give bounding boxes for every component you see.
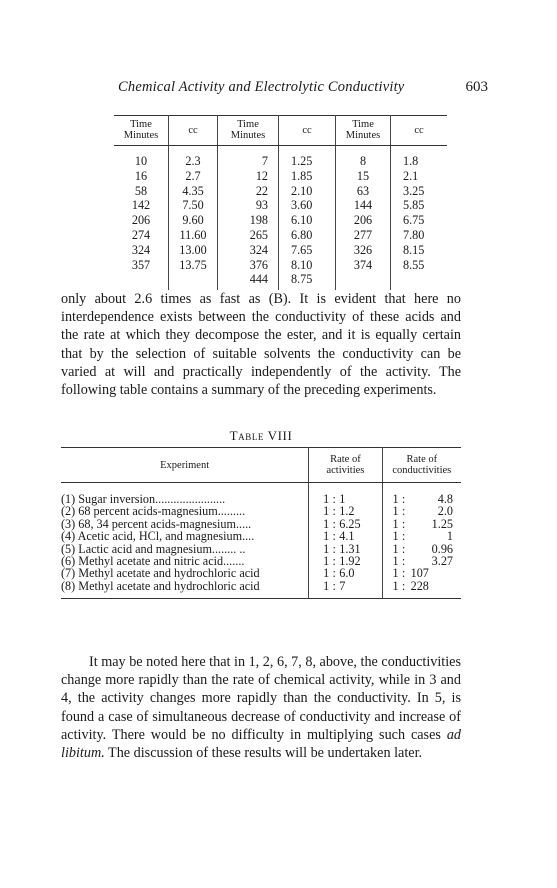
- table-cell: 7: [218, 146, 279, 169]
- ratio-left: 1: [392, 492, 399, 506]
- table-cell: 6.75: [403, 213, 425, 228]
- table-row: [61, 530, 461, 542]
- table-header-row: [114, 116, 447, 146]
- col-header: Time Minutes: [114, 116, 169, 146]
- col-header: Time Minutes: [336, 116, 391, 146]
- ratio-colon: :: [332, 529, 336, 544]
- col-header: cc: [391, 116, 448, 146]
- table-body: [61, 483, 461, 599]
- table-cell: 15: [336, 169, 391, 184]
- ratio-right: 2.0: [437, 504, 453, 519]
- ratio-colon: :: [401, 516, 406, 531]
- table-row: [61, 483, 461, 506]
- table-cell: 206: [114, 213, 169, 228]
- table-cell: 2.10: [279, 184, 336, 199]
- table-title: [61, 428, 461, 444]
- ratio-left: 1: [392, 529, 399, 544]
- table-row: [114, 213, 447, 228]
- table-cell: 11.60: [169, 228, 218, 243]
- ratio-left: 1: [323, 492, 330, 506]
- table-cell: 3.60: [279, 198, 336, 213]
- body-paragraph: [61, 653, 461, 762]
- table-cell: 8.75: [279, 272, 336, 290]
- ratio-left: 1: [392, 541, 399, 556]
- ratio-left: 1: [323, 541, 330, 556]
- time-volume-table: [114, 115, 447, 290]
- col-header: Rate of conductivities: [382, 448, 461, 483]
- rate-activity-cell: [309, 483, 382, 506]
- ratio-left: 1: [392, 504, 399, 519]
- table-cell: 3.25: [403, 183, 425, 198]
- table-cell: 2.1: [403, 168, 419, 183]
- table-cell: 7.80: [403, 227, 425, 242]
- ratio-right: 6.0: [339, 566, 355, 581]
- experiment-cell: (6) Methyl acetate and nitric acid.......: [61, 554, 245, 569]
- rate-conductivity-cell: [382, 580, 461, 599]
- ratio-colon: :: [332, 554, 336, 569]
- ratio-right: 1: [446, 529, 453, 544]
- table-cell: 1.85: [279, 169, 336, 184]
- table-cell: [114, 272, 169, 290]
- table-row: [114, 146, 447, 169]
- table-cell: 142: [114, 198, 169, 213]
- ratio-right: 1: [339, 492, 346, 506]
- ratio-colon: :: [401, 578, 406, 593]
- table-cell: 374: [336, 258, 391, 273]
- ratio-colon: :: [401, 541, 406, 556]
- table-cell: 2.3: [169, 146, 218, 169]
- ratio-colon: :: [332, 504, 336, 519]
- table-row: [61, 567, 461, 579]
- table-cell: 58: [114, 184, 169, 199]
- experiment-cell: (2) 68 percent acids-magnesium.........: [61, 504, 246, 519]
- table-cell: 198: [218, 213, 279, 228]
- table-cell: 8.15: [403, 242, 425, 257]
- ratio-right: 1.25: [431, 516, 453, 531]
- experiment-cell: (5) Lactic acid and magnesium........ ..: [61, 541, 246, 556]
- table-title-text: Table VIII: [229, 428, 293, 443]
- table-cell: 8.55: [403, 257, 425, 272]
- rate-activity-cell: [309, 567, 382, 579]
- table-cell: 13.75: [169, 258, 218, 273]
- ratio-right: 107: [410, 566, 429, 581]
- table-cell: 4.35: [169, 184, 218, 199]
- ratio-colon: :: [401, 566, 406, 581]
- table-body: [114, 146, 447, 291]
- col-header: cc: [169, 116, 218, 146]
- ratio-left: 1: [392, 554, 399, 569]
- body-paragraph: only about 2.6 times as fast as (B). It is evident that here no interdependence exists between the conductivity of these acids and the rate at which they decompose the ester, and it is equally certain that by the selection of suitable solvents the conductivity can be varied at will and practically independently of the activity. The following table contains a summary of the preceding experiments.: [61, 291, 461, 399]
- ratio-left: 1: [392, 578, 399, 593]
- table-row: [114, 272, 447, 290]
- rate-activity-cell: [309, 530, 382, 542]
- col-header: Experiment: [61, 448, 309, 483]
- col-header: cc: [279, 116, 336, 146]
- ratio-right: 6.25: [339, 516, 361, 531]
- table-cell: 93: [218, 198, 279, 213]
- ratio-right: 228: [410, 578, 429, 593]
- table-cell: [169, 272, 218, 290]
- ratio-right: 1.2: [339, 504, 355, 519]
- ratio-colon: :: [401, 504, 406, 519]
- experiment-cell: (3) 68, 34 percent acids-magnesium.....: [61, 516, 252, 531]
- ratio-right: 4.1: [339, 529, 355, 544]
- rate-conductivity-cell: [382, 483, 461, 506]
- ratio-colon: :: [332, 516, 336, 531]
- ratio-right: 1.92: [339, 554, 361, 569]
- table-cell: 144: [336, 198, 391, 213]
- table-cell: [336, 272, 391, 290]
- table-cell: 324: [218, 243, 279, 258]
- table-cell: 324: [114, 243, 169, 258]
- table-cell: 12: [218, 169, 279, 184]
- table-cell: 376: [218, 258, 279, 273]
- ratio-right: 4.8: [437, 492, 453, 506]
- ratio-right: 7: [339, 578, 346, 593]
- experiment-cell: (4) Acetic acid, HCl, and magnesium....: [61, 529, 255, 544]
- table-row: [114, 228, 447, 243]
- table-row: [114, 258, 447, 273]
- rate-conductivity-cell: [382, 530, 461, 542]
- ratio-colon: :: [401, 529, 406, 544]
- paragraph-text: The discussion of these results will be undertaken later.: [104, 745, 423, 762]
- ratio-colon: :: [332, 566, 336, 581]
- page-number: 603: [465, 79, 488, 95]
- table-cell: 274: [114, 228, 169, 243]
- ratio-right: 0.96: [431, 541, 453, 556]
- rate-conductivity-cell: [382, 505, 461, 517]
- table-cell: 22: [218, 184, 279, 199]
- ratio-colon: :: [332, 492, 336, 506]
- table-row: [114, 198, 447, 213]
- ratio-left: 1: [323, 529, 330, 544]
- rate-activity-cell: [309, 505, 382, 517]
- table-cell: 265: [218, 228, 279, 243]
- table-cell: 13.00: [169, 243, 218, 258]
- ratio-left: 1: [323, 554, 330, 569]
- ratio-left: 1: [392, 516, 399, 531]
- col-header: Time Minutes: [218, 116, 279, 146]
- ratio-colon: :: [332, 578, 336, 593]
- table-cell: 1.8: [403, 154, 419, 168]
- table-cell: 63: [336, 184, 391, 199]
- table-row: [114, 243, 447, 258]
- rate-conductivity-cell: [382, 567, 461, 579]
- ratio-left: 1: [323, 504, 330, 519]
- table-cell: 2.7: [169, 169, 218, 184]
- experiment-cell: (7) Methyl acetate and hydrochloric acid: [61, 566, 260, 581]
- table-cell: 277: [336, 228, 391, 243]
- ratio-left: 1: [392, 566, 399, 581]
- table-header-row: [61, 448, 461, 483]
- ratio-right: 3.27: [431, 554, 453, 569]
- table-cell: 326: [336, 243, 391, 258]
- table-row: [114, 184, 447, 199]
- table-cell: 8: [336, 146, 391, 169]
- table-cell: 444: [218, 272, 279, 290]
- ratio-colon: :: [401, 554, 406, 569]
- table-cell: 10: [114, 146, 169, 169]
- table-row: [114, 169, 447, 184]
- table-row: [61, 580, 461, 599]
- ratio-colon: :: [332, 541, 336, 556]
- table-row: [61, 505, 461, 517]
- ratio-colon: :: [401, 492, 406, 506]
- col-header: Rate of activities: [309, 448, 382, 483]
- ratio-left: 1: [323, 516, 330, 531]
- table-cell: 7.65: [279, 243, 336, 258]
- table-cell: 206: [336, 213, 391, 228]
- paragraph-text: It may be noted here that in 1, 2, 6, 7, 8, above, the conductivities change more rapidly than the rate of chemical activity, while in 3 and 4, the activity changes more rapidly than the conductivity. In 5, is found a case of simultaneous decrease of conductivity and increase of activity. There would be no difficulty in multiplying such cases: [61, 654, 461, 743]
- table-cell: 16: [114, 169, 169, 184]
- table-cell: 5.85: [403, 198, 425, 213]
- experiment-cell: (1) Sugar inversion.......................: [61, 492, 226, 506]
- experiment-cell: (8) Methyl acetate and hydrochloric acid: [61, 578, 260, 593]
- table-cell: 8.10: [279, 258, 336, 273]
- table-cell: 6.10: [279, 213, 336, 228]
- ratio-right: 1.31: [339, 541, 361, 556]
- ratio-left: 1: [323, 578, 330, 593]
- table-cell: 9.60: [169, 213, 218, 228]
- summary-table: [61, 447, 461, 599]
- italic-phrase: ad libitum.: [61, 726, 461, 762]
- table-cell: 1.25: [279, 146, 336, 169]
- table-cell: 6.80: [279, 228, 336, 243]
- rate-activity-cell: [309, 580, 382, 599]
- running-head: Chemical Activity and Electrolytic Conductivity: [118, 79, 405, 95]
- table-cell: 7.50: [169, 198, 218, 213]
- table-cell: [391, 272, 448, 290]
- table-cell: 357: [114, 258, 169, 273]
- ratio-left: 1: [323, 566, 330, 581]
